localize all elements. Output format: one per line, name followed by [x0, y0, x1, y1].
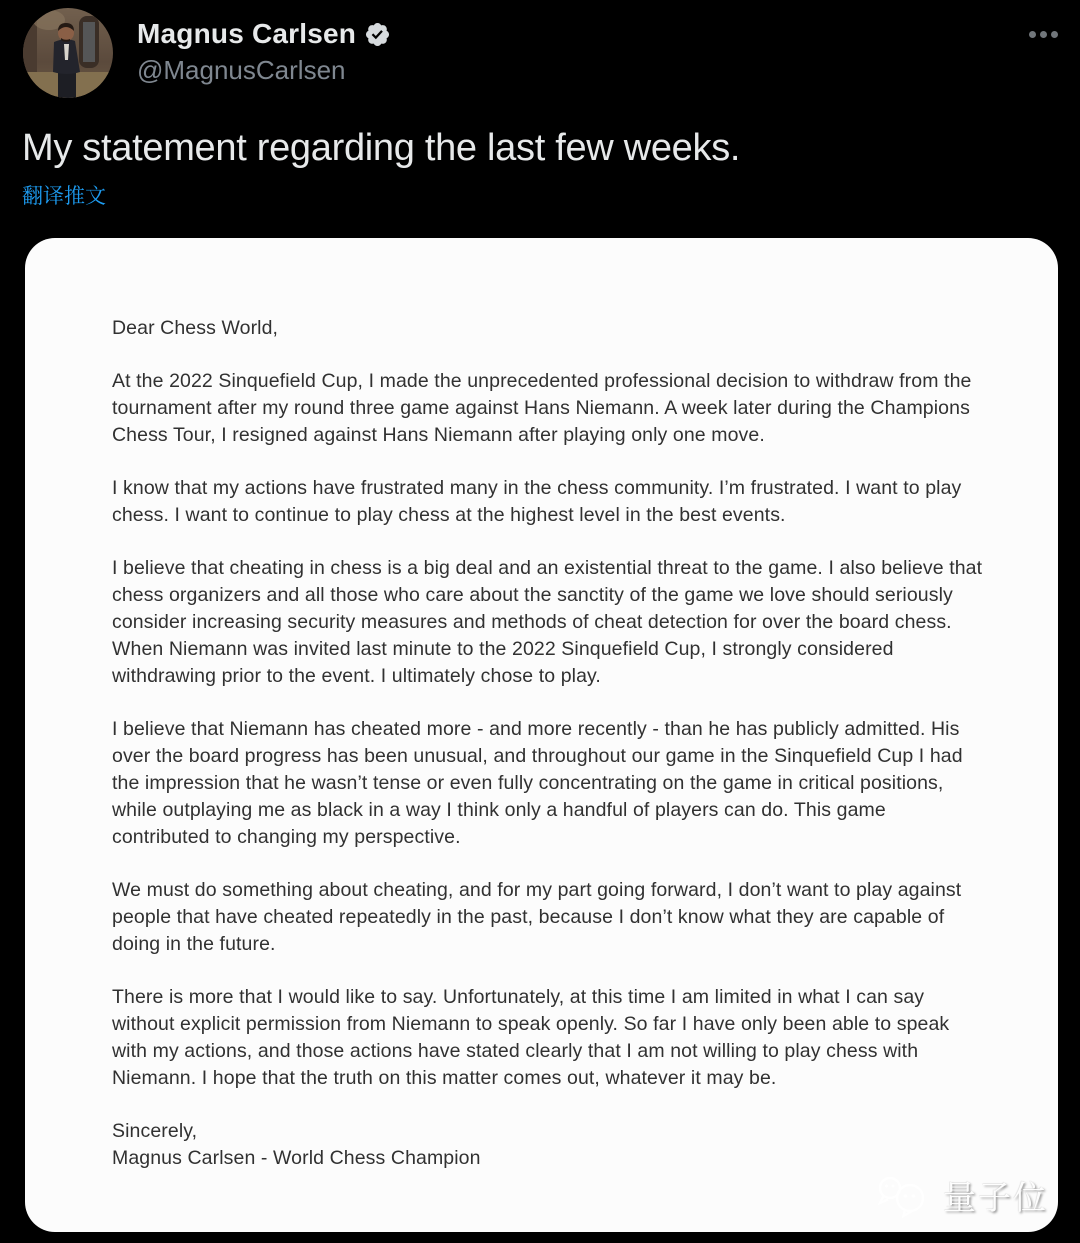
translate-tweet-link[interactable]: 翻译推文 — [22, 185, 106, 208]
more-options-button[interactable] — [1022, 24, 1058, 44]
letter-paragraph-2: I know that my actions have frustrated many in the chess community. I’m frustrated. I want to play chess. I want to continue to play chess at the highest level in the best events. — [112, 477, 962, 526]
letter-paragraph-3: I believe that cheating in chess is a big deal and an existential threat to the game. I also believe that chess organizers and all those who care about the sanctity of the game we love should seriously consider increasing security measures and methods of cheat detection for over the board chess. When Niemann was invited last minute to the 2022 Sinquefield Cup, I strongly considered withdrawing prior to the event. I ultimately chose to play. — [112, 557, 983, 687]
letter-salutation: Dear Chess World, — [112, 317, 279, 339]
letter-paragraph-6: There is more that I would like to say. Unfortunately, at this time I am limited in what I can say without explicit permission from Niemann to speak openly. So far I have only been able to speak with my actions, and those actions have stated clearly that I am not willing to play chess with Niemann. I hope that the truth on this matter comes out, whatever it may be. — [112, 986, 950, 1089]
more-options-icon — [1051, 31, 1058, 38]
watermark-label: 量子位 — [943, 1179, 1048, 1216]
avatar[interactable] — [23, 8, 113, 98]
letter-signature: Magnus Carlsen - World Chess Champion — [112, 1147, 481, 1169]
avatar-photo — [23, 8, 113, 98]
tweet-text: My statement regarding the last few weeks. — [22, 127, 741, 169]
name-row — [137, 17, 391, 50]
user-handle[interactable]: @MagnusCarlsen — [137, 55, 346, 85]
author-block — [137, 17, 391, 86]
letter-closing-block — [112, 1118, 988, 1172]
verified-badge-icon — [364, 21, 391, 48]
display-name[interactable]: Magnus Carlsen — [137, 18, 357, 49]
tweet-image-letter[interactable] — [25, 238, 1058, 1232]
letter-paragraph-4: I believe that Niemann has cheated more - and more recently - than he has publicly admitted. His over the board progress has been unusual, and throughout our game in the Sinquefield Cup I had the impression that he wasn’t tense or even fully concentrating on the game in critical positions, while outplaying me as black in a way I think only a handful of players can do. This game contributed to changing my perspective. — [112, 718, 963, 848]
letter-closing: Sincerely, — [112, 1120, 198, 1142]
letter-paragraph-5: We must do something about cheating, and for my part going forward, I don’t want to play against people that have cheated repeatedly in the past, because I don’t know what they are capable of doing in the future. — [112, 879, 962, 955]
letter-paragraph-1: At the 2022 Sinquefield Cup, I made the unprecedented professional decision to withdraw from the tournament after my round three game against Hans Niemann. A week later during the Champions Chess Tour, I resigned against Hans Niemann after playing only one move. — [112, 370, 972, 446]
letter-body — [25, 238, 1058, 1172]
